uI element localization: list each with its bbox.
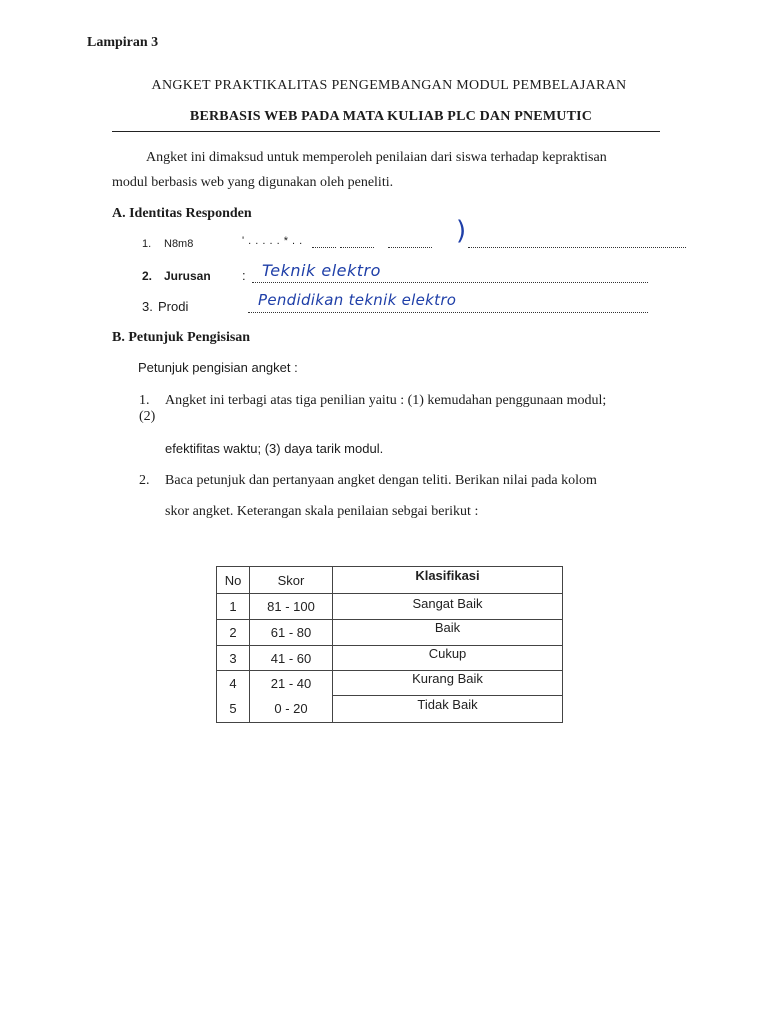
row-5-skor: 0 - 20 <box>250 696 333 723</box>
field-1-number: 1. <box>142 238 152 250</box>
table-row <box>217 671 563 696</box>
field-2-colon: : <box>242 268 246 283</box>
row-1-skor: 81 - 100 <box>250 594 333 620</box>
field-2-label: Jurusan <box>164 269 211 283</box>
field-1-handwritten-value: ) <box>456 216 467 246</box>
row-3-klasifikasi: Cukup <box>333 646 563 671</box>
instruction-1-line2: efektifitas waktu; (3) daya tarik modul. <box>165 441 384 456</box>
field-2-number: 2. <box>142 269 153 283</box>
table-row <box>217 696 563 723</box>
row-4-no: 4 <box>217 671 250 696</box>
row-5-klasifikasi: Tidak Baik <box>333 696 563 723</box>
section-b-subheading: Petunjuk pengisian angket : <box>138 360 298 375</box>
header-klasifikasi: Klasifikasi <box>333 567 563 594</box>
instruction-1-number: 1. <box>139 393 150 408</box>
header-no: No <box>217 567 250 594</box>
field-3-label: Prodi <box>158 299 189 314</box>
table-row <box>217 620 563 646</box>
section-b-heading: B. Petunjuk Pengisisan <box>112 330 251 345</box>
instruction-1-line1: Angket ini terbagi atas tiga penilian yaitu : (1) kemudahan penggunaan modul; <box>165 393 607 408</box>
intro-line1: Angket ini dimaksud untuk memperoleh penilaian dari siswa terhadap kepraktisan <box>146 150 607 165</box>
lampiran-label: Lampiran 3 <box>87 35 159 50</box>
title-underline <box>112 131 660 132</box>
field-1-separator: ' . . . . . * . . <box>242 235 303 247</box>
document-title-line2: BERBASIS WEB PADA MATA KULIAB PLC DAN PNEMUTIC <box>189 109 593 124</box>
field-2-dotted-line <box>252 282 648 283</box>
row-3-no: 3 <box>217 646 250 671</box>
field-1-dots-a <box>312 247 336 248</box>
document-title-line1: ANGKET PRAKTIKALITAS PENGEMBANGAN MODUL PEMBELAJARAN <box>151 78 627 93</box>
row-1-klasifikasi: Sangat Baik <box>333 594 563 620</box>
instruction-1-line1-wrap: (2) <box>139 409 156 424</box>
field-1-dots-c <box>388 247 432 248</box>
row-3-skor: 41 - 60 <box>250 646 333 671</box>
field-1-dots-b <box>340 247 374 248</box>
row-2-klasifikasi: Baik <box>333 620 563 646</box>
table-header-row <box>217 567 563 594</box>
instruction-2-line1: Baca petunjuk dan pertanyaan angket dengan teliti. Berikan nilai pada kolom <box>165 473 597 488</box>
row-1-no: 1 <box>217 594 250 620</box>
intro-line2: modul berbasis web yang digunakan oleh peneliti. <box>112 175 394 190</box>
table-row <box>217 594 563 620</box>
field-2-handwritten-value: Teknik elektro <box>262 261 381 280</box>
row-2-skor: 61 - 80 <box>250 620 333 646</box>
row-4-skor: 21 - 40 <box>250 671 333 696</box>
score-classification-table <box>216 566 563 723</box>
field-3-number: 3. <box>142 299 153 314</box>
field-3-dotted-line <box>248 312 648 313</box>
instruction-2-number: 2. <box>139 473 150 488</box>
row-5-no: 5 <box>217 696 250 723</box>
row-2-no: 2 <box>217 620 250 646</box>
table-row <box>217 646 563 671</box>
field-3-handwritten-value: Pendidikan teknik elektro <box>258 291 457 309</box>
field-1-dots-d <box>468 247 686 248</box>
field-1-label: N8m8 <box>164 238 194 250</box>
header-skor: Skor <box>250 567 333 594</box>
section-a-heading: A. Identitas Responden <box>112 206 252 221</box>
row-4-klasifikasi: Kurang Baik <box>333 671 563 696</box>
instruction-2-line2: skor angket. Keterangan skala penilaian sebgai berikut : <box>165 504 479 519</box>
